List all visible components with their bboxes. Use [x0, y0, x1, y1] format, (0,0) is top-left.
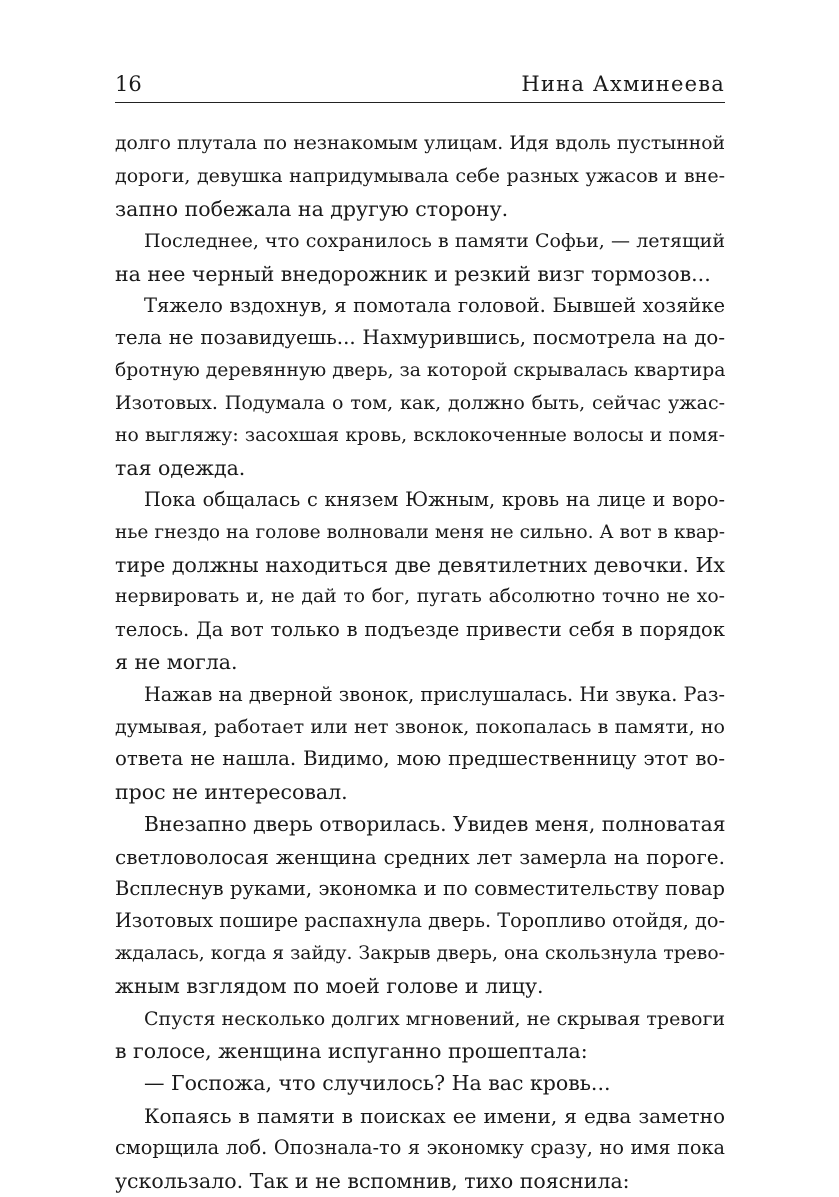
- text-line: долго плутала по незнакомым улицам. Идя вдоль пустынной: [115, 133, 725, 154]
- text-line: тела не позавидуешь... Нахмурившись, посмотрела на до-: [115, 326, 725, 350]
- page-number: 16: [115, 72, 142, 96]
- text-line: тире должны находиться две девятилетних девочки. Их: [115, 553, 725, 578]
- body-text: [115, 128, 725, 1197]
- text-line: светловолосая женщина средних лет замерла на пороге.: [115, 844, 725, 869]
- text-line: Пока общалась с князем Южным, кровь на лице и воро-: [144, 488, 725, 512]
- text-line: бротную деревянную дверь, за которой скрывалась квартира: [115, 359, 725, 381]
- text-line: Спустя несколько долгих мгновений, не скрывая тревоги: [144, 1007, 725, 1030]
- page-header: [115, 66, 725, 103]
- text-line: сморщила лоб. Опознала-то я экономку сразу, но имя пока: [115, 1136, 725, 1160]
- text-line: тая одежда.: [115, 455, 246, 480]
- text-line: Изотовых. Подумала о том, как, должно быть, сейчас ужас-: [115, 392, 725, 415]
- text-line: Последнее, что сохранилось в памяти Софьи, — летящий: [144, 230, 725, 253]
- text-line: но выгляжу: засохшая кровь, всклокоченные волосы и помя-: [115, 424, 725, 446]
- text-line: ускользало. Так и не вспомнив, тихо пояснила:: [115, 1168, 630, 1193]
- text-line: телось. Да вот только в подъезде привести себя в порядок: [115, 617, 725, 641]
- text-line: Нажав на дверной звонок, прислушалась. Ни звука. Раз-: [144, 682, 725, 706]
- text-line: прос не интересовал.: [115, 779, 348, 804]
- text-line: Копаясь в памяти в поисках ее имени, я едва заметно: [144, 1103, 725, 1128]
- text-line: на нее черный внедорожник и резкий визг тормозов...: [115, 261, 711, 286]
- text-line: Изотовых пошире распахнула дверь. Торопливо отойдя, до-: [115, 909, 725, 933]
- text-line: ждалась, когда я зайду. Закрыв дверь, она скользнула трево-: [115, 942, 725, 964]
- text-line: я не могла.: [115, 650, 238, 675]
- text-line: Всплеснув руками, экономка и по совместительству повар: [115, 876, 725, 900]
- text-line: в голосе, женщина испуганно прошептала:: [115, 1038, 588, 1063]
- text-line: — Госпожа, что случилось? На вас кровь...: [144, 1071, 611, 1096]
- text-line: думывая, работает или нет звонок, покопалась в памяти, но: [115, 716, 725, 739]
- text-line: Внезапно дверь отворилась. Увидев меня, полноватая: [144, 812, 725, 837]
- text-line: нервировать и, не дай то бог, пугать абсолютно точно не хо-: [115, 586, 725, 608]
- text-line: запно побежала на другую сторону.: [115, 196, 509, 221]
- text-line: Тяжело вздохнув, я помотала головой. Бывшей хозяйке: [144, 293, 725, 317]
- book-page: [115, 0, 725, 1193]
- text-line: нье гнездо на голове волновали меня не сильно. А вот в квар-: [115, 521, 725, 543]
- text-line: дороги, девушка напридумывала себе разных ужасов и вне-: [115, 165, 725, 188]
- text-line: ответа не нашла. Видимо, мою предшественницу этот во-: [115, 747, 725, 771]
- text-line: жным взглядом по моей голове и лицу.: [115, 974, 544, 999]
- running-title: Нина Ахминеева: [521, 72, 725, 96]
